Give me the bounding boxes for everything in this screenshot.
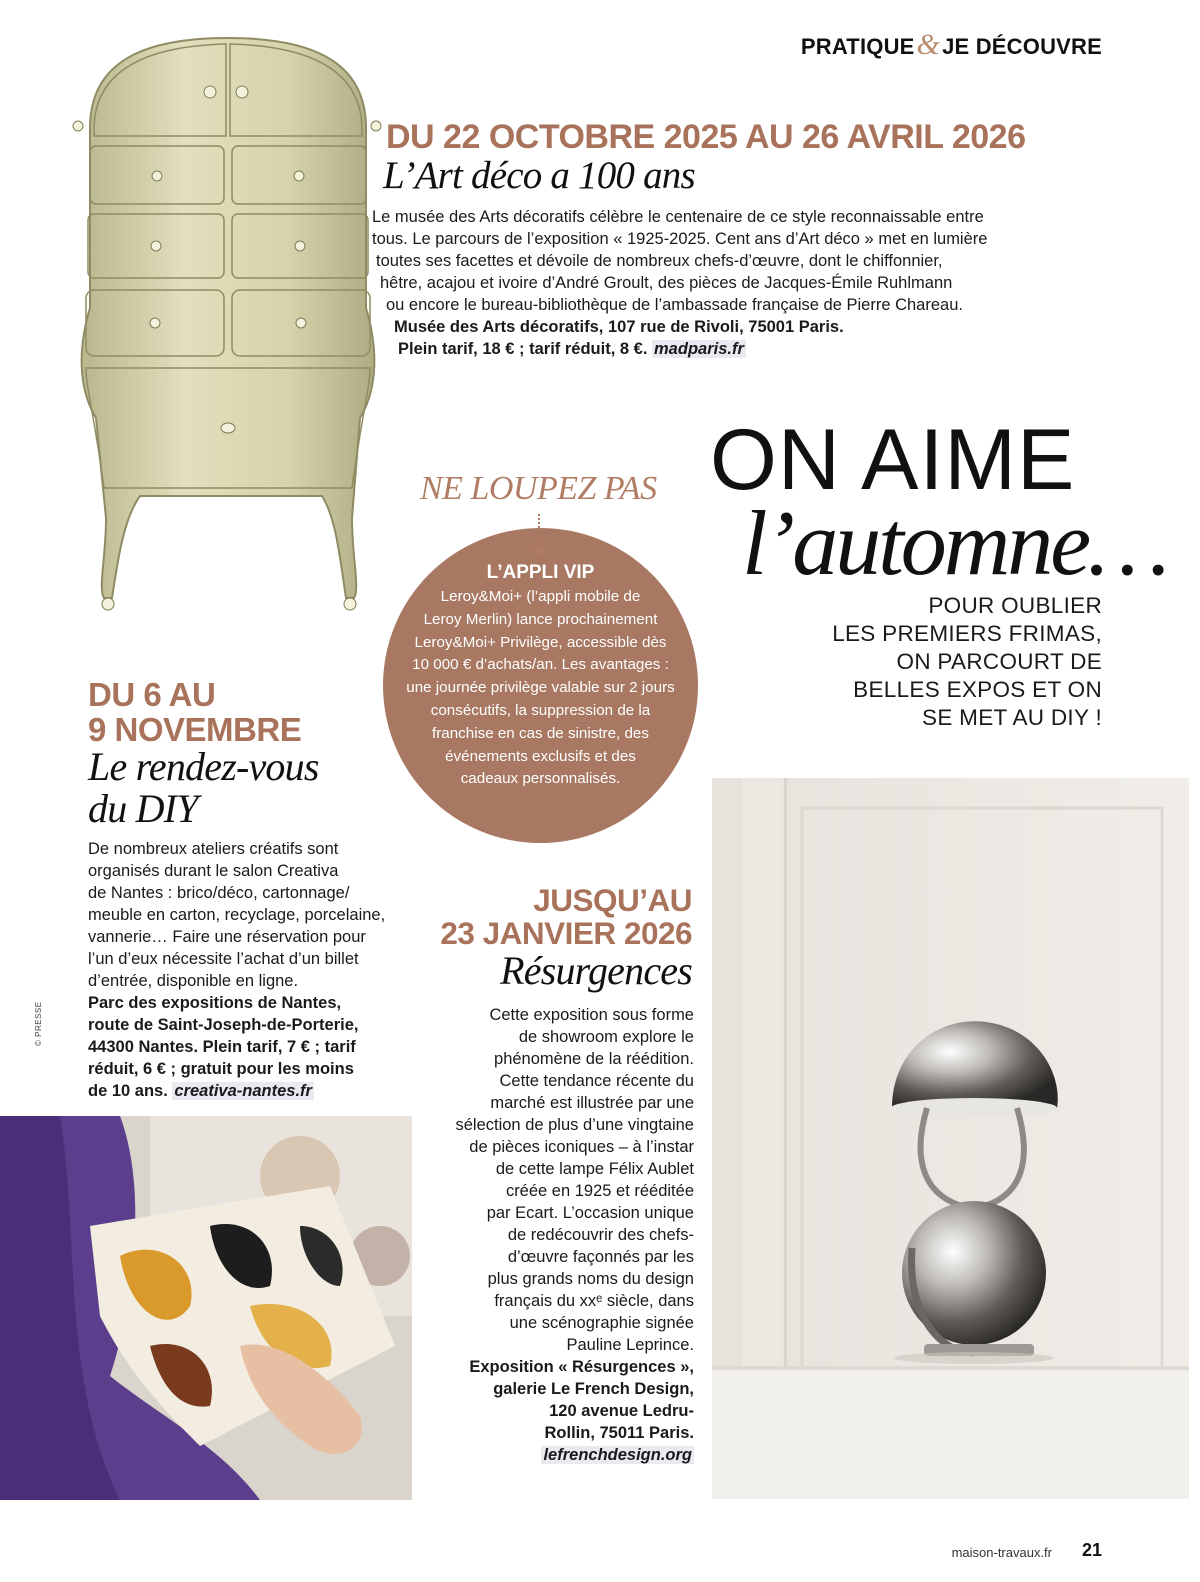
diy-article: [88, 838, 418, 1102]
res-info-line: Rollin, 75011 Paris.: [544, 1424, 694, 1442]
diy-line: de Nantes : brico/déco, cartonnage/: [88, 884, 350, 902]
intro-line: POUR OUBLIER: [928, 593, 1102, 618]
fabric-photo: [0, 1116, 412, 1500]
vip-circle: [383, 528, 698, 843]
deco-address: Musée des Arts décoratifs, 107 rue de Rivoli, 75001 Paris.: [394, 318, 844, 336]
header-part2: JE DÉCOUVRE: [942, 34, 1102, 59]
res-line: de showroom explore le: [518, 1028, 694, 1046]
deco-article: [372, 206, 1032, 360]
diy-date-line: DU 6 AU: [88, 676, 216, 713]
res-line: de redécouvrir des chefs-: [507, 1226, 694, 1244]
deco-line: tous. Le parcours de l’exposition « 1925-2025. Cent ans d’Art déco » met en lumière: [372, 230, 988, 248]
deco-line: toutes ses facettes et dévoile de nombreux chefs-d’œuvre, dont le chiffonnier,: [376, 252, 943, 270]
diy-info-last: de 10 ans.: [88, 1082, 168, 1100]
footer-site: maison-travaux.fr: [951, 1545, 1052, 1560]
photo-credit: © PRESSE: [34, 1001, 43, 1046]
deco-line: Le musée des Arts décoratifs célèbre le centenaire de ce style reconnaissable entre: [372, 208, 984, 226]
diy-title-line: du DIY: [88, 786, 198, 831]
diy-title-line: Le rendez-vous: [88, 744, 319, 789]
res-date-line: JUSQU’AU: [533, 882, 692, 918]
diy-date: [88, 678, 301, 747]
diy-title: [88, 746, 319, 830]
res-line: de cette lampe Félix Aublet: [495, 1160, 694, 1178]
vip-title: L’APPLI VIP: [486, 562, 595, 583]
res-info-line: galerie Le French Design,: [493, 1380, 694, 1398]
res-line: par Ecart. L’occasion unique: [486, 1204, 694, 1222]
deco-date: DU 22 OCTOBRE 2025 AU 26 AVRIL 2026: [386, 118, 1026, 156]
headline-on-aime-text: ON AIME: [710, 412, 1076, 508]
diy-link[interactable]: creativa-nantes.fr: [174, 1082, 312, 1100]
intro-line: BELLES EXPOS ET ON: [853, 677, 1102, 702]
res-line: phénomène de la réédition.: [494, 1050, 694, 1068]
res-line: de pièces iconiques – à l’instar: [469, 1138, 694, 1156]
res-info-line: Exposition « Résurgences »,: [469, 1358, 694, 1376]
diy-line: l’un d’eux nécessite l’achat d’un billet: [88, 950, 359, 968]
vip-line: événements exclusifs et des: [445, 747, 636, 765]
diy-info-line: route de Saint-Joseph-de-Porterie,: [88, 1016, 359, 1034]
diy-line: organisés durant le salon Creativa: [88, 862, 339, 880]
diy-date-line: 9 NOVEMBRE: [88, 710, 302, 748]
deco-link[interactable]: madparis.fr: [654, 340, 744, 358]
res-line: sélection de plus d’une vingtaine: [455, 1116, 694, 1134]
vip-line: cadeaux personnalisés.: [460, 770, 621, 788]
res-title: Résurgences: [500, 948, 692, 993]
diy-line: vannerie… Faire une réservation pour: [88, 928, 366, 946]
res-date: [440, 884, 692, 950]
res-line: créée en 1925 et rééditée: [505, 1182, 694, 1200]
diy-info-line: 44300 Nantes. Plein tarif, 7 € ; tarif: [88, 1038, 356, 1056]
headline-automne: l’automne…: [742, 492, 1167, 594]
vip-body: [401, 586, 680, 791]
diy-info-line: Parc des expositions de Nantes,: [88, 994, 342, 1012]
feature-intro: [832, 592, 1102, 732]
vip-line: franchise en cas de sinistre, des: [432, 724, 649, 742]
intro-line: LES PREMIERS FRIMAS,: [832, 621, 1102, 646]
res-line: français du xxᵉ siècle, dans: [494, 1292, 694, 1310]
vip-line: Leroy&Moi+ Privilège, accessible dès: [414, 633, 667, 651]
page-number: 21: [1081, 1540, 1102, 1560]
res-line: une scénographie signée: [509, 1314, 694, 1332]
res-line: d’œuvre façonnés par les: [507, 1248, 694, 1266]
deco-title: L’Art déco a 100 ans: [383, 154, 695, 197]
res-article: [394, 1004, 694, 1466]
diy-line: De nombreux ateliers créatifs sont: [88, 840, 339, 858]
res-line: Pauline Leprince.: [566, 1336, 694, 1354]
res-date-line: 23 JANVIER 2026: [440, 915, 692, 952]
ne-loupez-label: NE LOUPEZ PAS: [420, 470, 657, 507]
header-part1: PRATIQUE: [800, 34, 915, 59]
dotted-connector: [538, 514, 540, 552]
vip-line: 10 000 € d’achats/an. Les avantages :: [412, 656, 669, 674]
intro-line: ON PARCOURT DE: [896, 649, 1102, 674]
vip-line: une journée privilège valable sur 2 jours: [406, 679, 675, 697]
res-line: Cette exposition sous forme: [489, 1006, 694, 1024]
diy-info-line: réduit, 6 € ; gratuit pour les moins: [88, 1060, 354, 1078]
deco-price: Plein tarif, 18 € ; tarif réduit, 8 €.: [398, 340, 648, 358]
deco-line: ou encore le bureau-bibliothèque de l’ambassade française de Pierre Chareau.: [386, 296, 963, 314]
arrow-down-icon: [532, 548, 546, 556]
vip-line: Leroy Merlin) lance prochainement: [423, 610, 658, 628]
chiffonier-photo: [60, 18, 395, 618]
diy-line: d’entrée, disponible en ligne.: [88, 972, 299, 990]
vip-line: Leroy&Moi+ (l’appli mobile de: [440, 588, 641, 605]
res-link[interactable]: lefrenchdesign.org: [543, 1446, 692, 1464]
header-ampersand: &: [916, 28, 941, 61]
res-info-line: 120 avenue Ledru-: [549, 1402, 694, 1420]
vip-line: consécutifs, la suppression de la: [430, 701, 651, 719]
res-line: marché est illustrée par une: [490, 1094, 694, 1112]
res-line: plus grands noms du design: [487, 1270, 694, 1288]
section-header: [801, 28, 1102, 62]
intro-line: SE MET AU DIY !: [922, 705, 1102, 730]
deco-line: hêtre, acajou et ivoire d’André Groult, des pièces de Jacques-Émile Ruhlmann: [380, 274, 953, 292]
diy-line: meuble en carton, recyclage, porcelaine,: [88, 906, 386, 924]
res-line: Cette tendance récente du: [499, 1072, 694, 1090]
lamp-photo: [712, 778, 1189, 1499]
